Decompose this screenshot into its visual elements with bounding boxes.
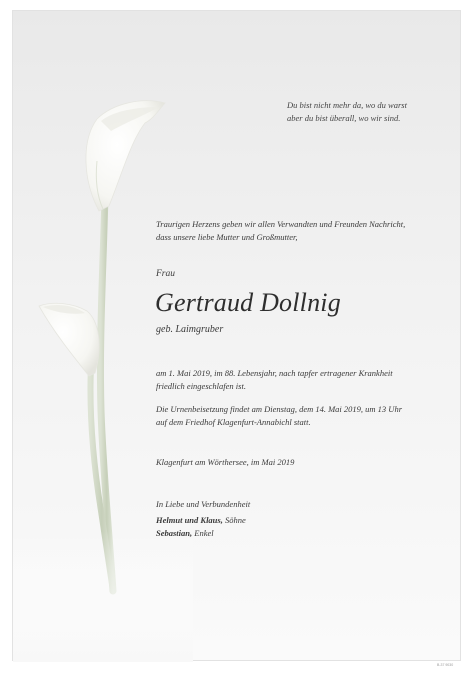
intro-line-2: dass unsere liebe Mutter und Großmutter, <box>156 232 298 242</box>
grandson-relation: Enkel <box>192 528 214 538</box>
sons-line <box>156 514 246 527</box>
intro-line-1: Traurigen Herzens geben wir allen Verwandten und Freunden Nachricht, <box>156 219 406 229</box>
stem-fade <box>13 531 193 662</box>
maiden-name: geb. Laimgruber <box>156 324 224 335</box>
death-line-1: am 1. Mai 2019, im 88. Lebensjahr, nach tapfer ertragener Krankheit <box>156 368 393 378</box>
closing-phrase: In Liebe und Verbundenheit <box>156 499 251 509</box>
grandson-line <box>156 527 246 540</box>
obituary-card <box>12 10 461 661</box>
funeral-line-2: auf dem Friedhof Klagenfurt-Annabichl statt. <box>156 417 311 427</box>
deceased-name: Gertraud Dollnig <box>155 288 341 317</box>
announcement-intro <box>156 218 405 244</box>
calla-lilies-image <box>13 11 193 662</box>
funeral-notice <box>156 403 402 429</box>
death-notice <box>156 367 393 393</box>
tall-lily-flower <box>86 101 165 211</box>
short-lily-flower <box>39 303 99 376</box>
template-code: B-37 9030 <box>437 663 454 667</box>
death-line-2: friedlich eingeschlafen ist. <box>156 381 246 391</box>
grandson-name: Sebastian, <box>156 528 193 538</box>
quote <box>287 99 407 125</box>
funeral-line-1: Die Urnenbeisetzung findet am Dienstag, dem 14. Mai 2019, um 13 Uhr <box>156 404 403 414</box>
sons-relation: Söhne <box>222 515 246 525</box>
sons-names: Helmut und Klaus, <box>156 515 223 525</box>
quote-line-2: aber du bist überall, wo wir sind. <box>287 113 401 123</box>
place-and-date: Klagenfurt am Wörthersee, im Mai 2019 <box>156 457 295 467</box>
salutation: Frau <box>156 269 175 279</box>
family-signatures <box>156 514 246 540</box>
quote-line-1: Du bist nicht mehr da, wo du warst <box>287 100 407 110</box>
